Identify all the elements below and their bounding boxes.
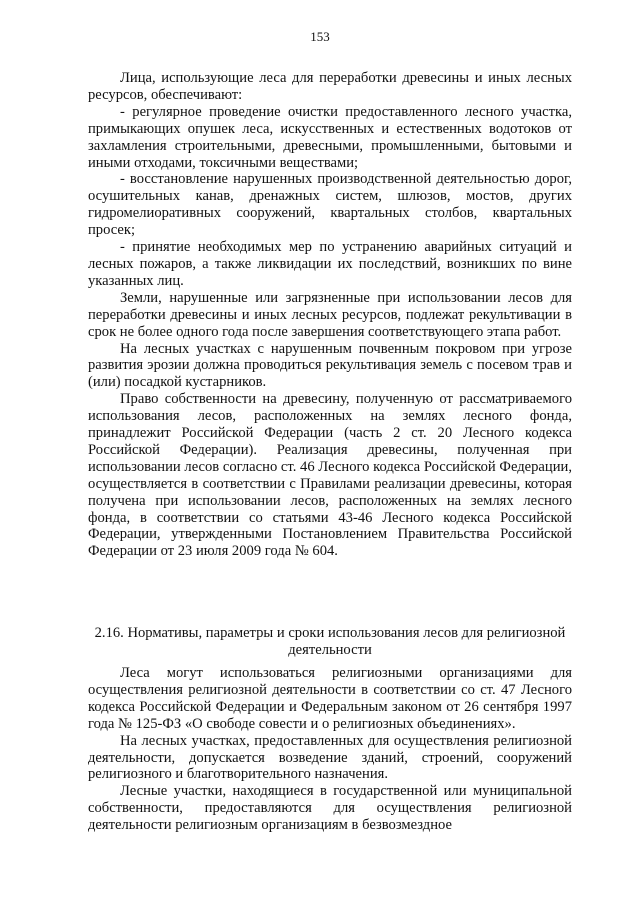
page-number: 153 bbox=[310, 29, 330, 44]
section-heading-block bbox=[88, 625, 572, 659]
paragraph: Лесные участки, находящиеся в государственной или муниципальной собственности, предоставляются для осуществления религиозной деятельности религиозным организациям в безвозмездное bbox=[88, 783, 572, 834]
paragraph: Земли, нарушенные или загрязненные при использовании лесов для переработки древесины и иных лесных ресурсов, подлежат рекультивации в срок не более одного года после завершения соответствующего этапа работ. bbox=[88, 289, 572, 340]
paragraph: На лесных участках, предоставленных для осуществления религиозной деятельности, допускается возведение зданий, строений, сооружений религиозного и благотворительного назначения. bbox=[88, 732, 572, 783]
paragraph: На лесных участках с нарушенным почвенным покровом при угрозе развития эрозии должна проводиться рекультивация земель с посевом трав и (или) посадкой кустарников. bbox=[88, 340, 572, 391]
body-text-bottom bbox=[88, 665, 572, 834]
list-item: - принятие необходимых мер по устранению аварийных ситуаций и лесных пожаров, а также ликвидации их последствий, возникших по вине указанных лиц. bbox=[88, 239, 572, 289]
list-item: - регулярное проведение очистки предоставленного лесного участка, примыкающих опушек леса, искусственных и естественных водотоков от захламления строительными, древесными, промышленными, бытовыми и иными отходами, токсичными веществами; bbox=[88, 103, 572, 171]
body-text-top bbox=[88, 70, 572, 560]
list-item: - восстановление нарушенных производственной деятельностью дорог, осушительных канав, дренажных систем, шлюзов, мостов, других гидромелиоративных сооружений, квартальных столбов, квартальных просек; bbox=[88, 171, 572, 239]
section-heading: 2.16. Нормативы, параметры и сроки использования лесов для религиозной деятельности bbox=[94, 625, 566, 658]
paragraph: Леса могут использоваться религиозными организациями для осуществления религиозной деятельности в соответствии со ст. 47 Лесного кодекса Российской Федерации и Федеральным законом от 26 сентября 1997 года № 125-ФЗ «О свободе совести и о религиозных объединениях». bbox=[88, 665, 572, 732]
paragraph: Право собственности на древесину, полученную от рассматриваемого использования лесов, расположенных на землях лесного фонда, принадлежит Российской Федерации (часть 2 ст. 20 Лесного кодекса Российской Федерации). Реализация древесины, полученная при использовании лесов согласно ст. 46 Лесного кодекса Российской Федерации, осуществляется в соответствии с Правилами реализации древесины, которая получена при использовании лесов, расположенных на землях лесного фонда, в соответствии со статьями 43-46 Лесного кодекса Российской Федерации, утвержденными Постановлением Правительства Российской Федерации от 23 июля 2009 года № 604. bbox=[88, 391, 572, 560]
paragraph: Лица, использующие леса для переработки древесины и иных лесных ресурсов, обеспечивают: bbox=[88, 70, 572, 103]
